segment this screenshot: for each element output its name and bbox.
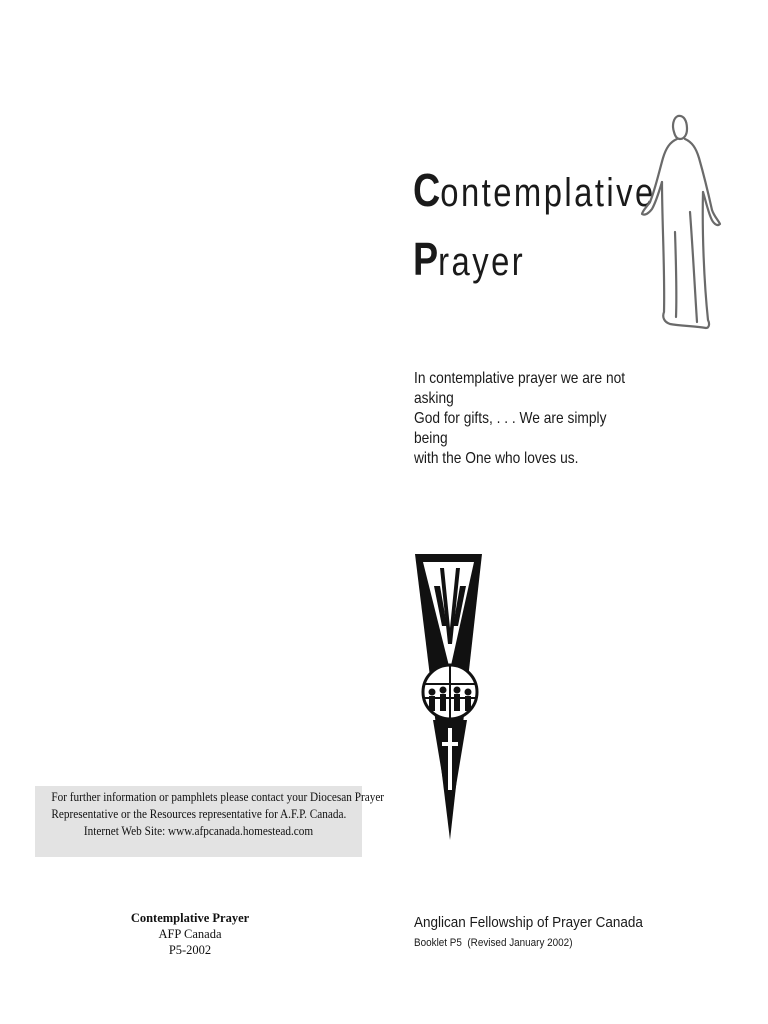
contact-info-box (35, 786, 385, 857)
praying-figure-icon (640, 112, 724, 340)
title-line-2 (413, 232, 525, 286)
quote-line: with the One who loves us. (414, 450, 579, 467)
quote-line: God for gifts, . . . We are simply being (414, 410, 607, 447)
title-rest-2: rayer (438, 240, 526, 284)
title-initial-p: P (413, 233, 439, 285)
title-line-1 (413, 163, 656, 217)
title-initial-c: C (413, 164, 441, 216)
quote-line: In contemplative prayer we are not asking (414, 370, 626, 407)
booklet-info: Booklet P5 (Revised January 2002) (414, 937, 573, 949)
contact-line: Representative or the Resources representative for A.F.P. Canada. (51, 807, 347, 821)
organization-name: Anglican Fellowship of Prayer Canada (414, 914, 643, 931)
afp-emblem-icon (414, 552, 486, 842)
back-footer-code: P5-2002 (168, 943, 212, 957)
back-footer-org: AFP Canada (158, 927, 222, 941)
back-footer (100, 910, 280, 958)
title-rest-1: ontemplative (440, 171, 656, 215)
quote-text (414, 369, 638, 469)
contact-line-website: Internet Web Site: www.afpcanada.homestead.com (83, 824, 314, 838)
contact-line: For further information or pamphlets please contact your Diocesan Prayer (51, 790, 385, 804)
back-footer-title: Contemplative Prayer (130, 911, 250, 925)
